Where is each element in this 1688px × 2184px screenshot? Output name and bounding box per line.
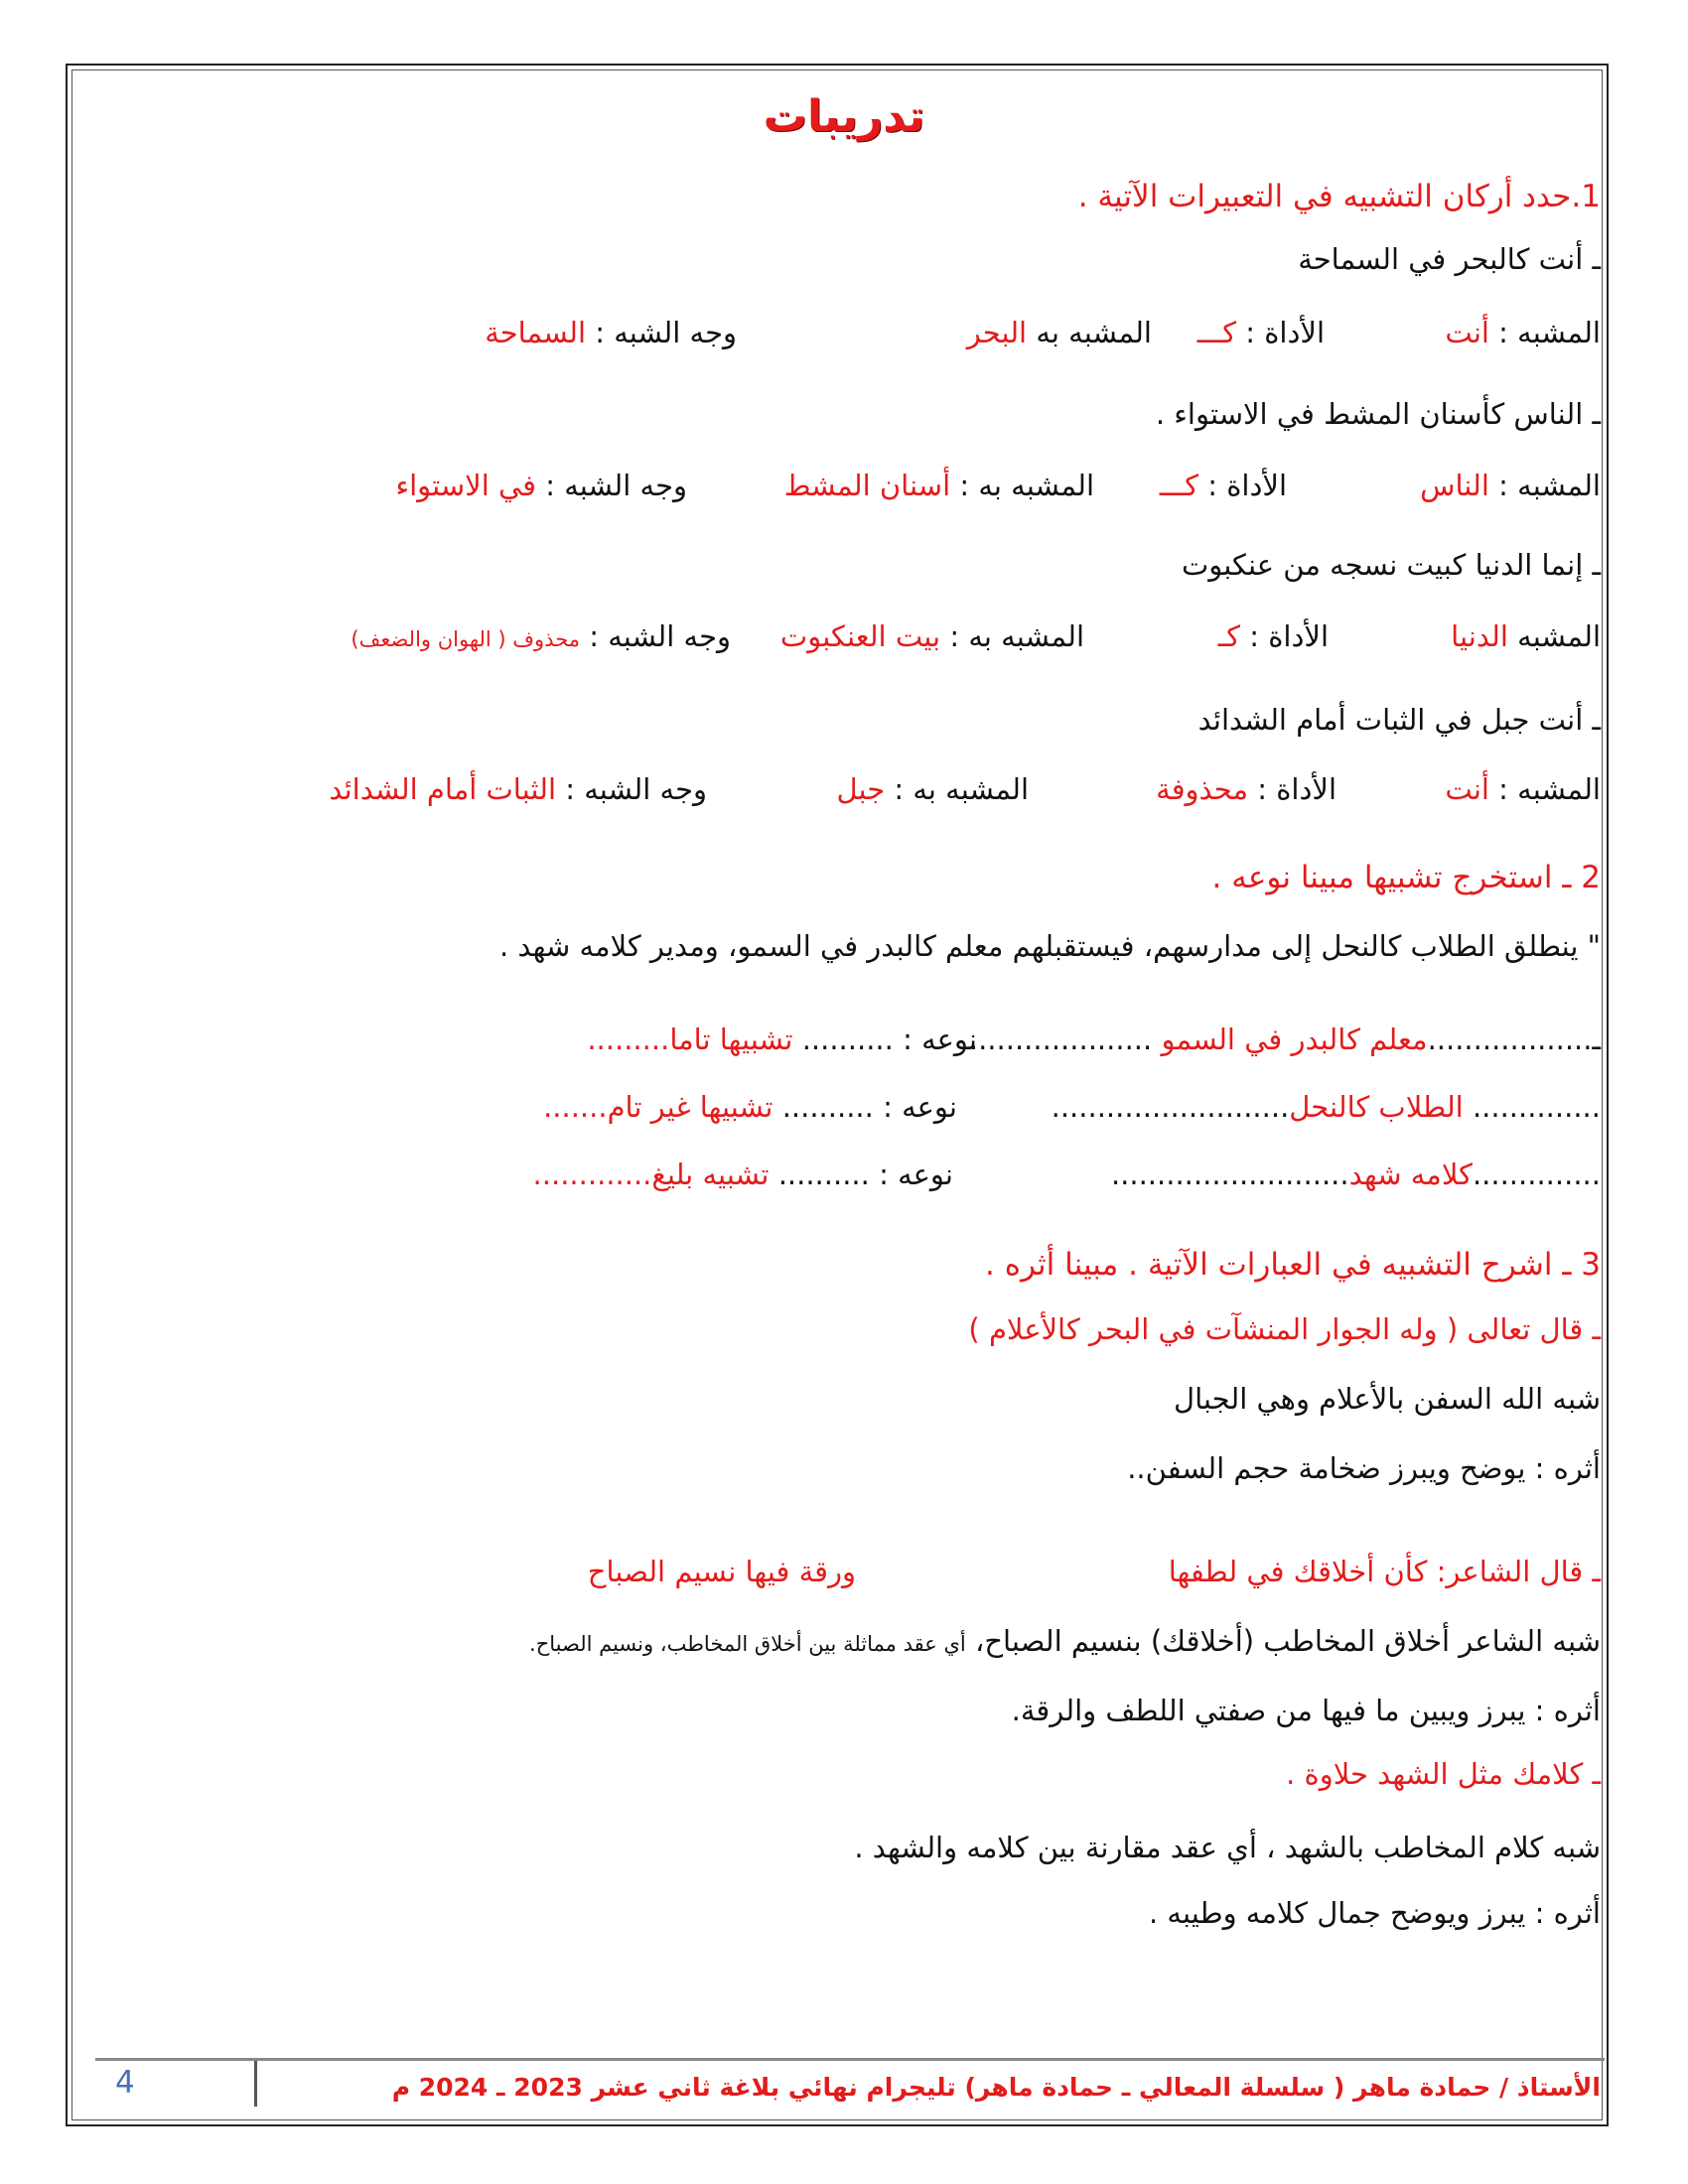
q3-speech-effect: أثره : يبرز ويوضح جمال كلامه وطيبه . <box>1149 1896 1601 1930</box>
q3-verse-effect: أثره : يوضح ويبرز ضخامة حجم السفن.. <box>1127 1451 1601 1485</box>
footer-rule <box>95 2058 1605 2061</box>
q1-sentence-3: ـ إنما الدنيا كبيت نسجه من عنكبوت <box>1181 548 1601 582</box>
mushabbah-value: الدنيا <box>1451 619 1508 653</box>
mushabbah-bih-cell: المشبه به : بيت العنكبوت <box>779 619 1084 653</box>
mushabbah-value: الناس <box>1420 469 1489 502</box>
q3-speech: ـ كلامك مثل الشهد حلاوة . <box>1286 1757 1601 1791</box>
q3-verse-explanation: شبه الله السفن بالأعلام وهي الجبال <box>1174 1382 1601 1416</box>
mushabbah-bih-value: جبل <box>836 772 886 806</box>
page-number: 4 <box>115 2065 135 2101</box>
answer-type: نوعه : .......... تشبيها غير تام....... <box>543 1090 957 1124</box>
q2-answer-row-2 <box>139 1090 1601 1134</box>
wajh-cell: وجه الشبه : محذوف ( الهوان والضعف) <box>351 619 731 653</box>
type-text: تشبيها تاما <box>669 1023 793 1056</box>
example-text: كلامه شهد <box>1348 1158 1473 1191</box>
mushabbah-cell: المشبه : الناس <box>1420 469 1601 502</box>
adah-value: كـــ <box>1159 469 1199 502</box>
q1-analysis-row-3 <box>139 619 1601 663</box>
mushabbah-value: أنت <box>1445 316 1489 349</box>
adah-value: كـ <box>1217 619 1241 653</box>
mushabbah-bih-cell: المشبه به البحر <box>966 316 1152 349</box>
q2-passage: " ينطلق الطلاب كالنحل إلى مدارسهم، فيستقبلهم معلم كالبدر في السمو، ومدير كلامه شهد . <box>498 929 1601 963</box>
q2-heading: 2 ـ استخرج تشبيها مبينا نوعه . <box>1211 860 1601 895</box>
q3-verse: ـ قال تعالى ( وله الجوار المنشآت في البحر كالأعلام ) <box>968 1312 1601 1346</box>
wajh-cell: وجه الشبه : السماحة <box>485 316 737 349</box>
q3-poem-second-half: ورقة فيها نسيم الصباح <box>587 1555 856 1588</box>
q1-analysis-row-4 <box>139 772 1601 816</box>
q1-heading: 1.حدد أركان التشبيه في التعبيرات الآتية . <box>1077 179 1601 214</box>
example-text: معلم كالبدر في السمو <box>1161 1023 1428 1056</box>
mushabbah-cell: المشبه : أنت <box>1445 316 1601 349</box>
q1-sentence-4: ـ أنت جبل في الثبات أمام الشدائد <box>1197 703 1601 737</box>
q3-poem-effect: أثره : يبرز ويبين ما فيها من صفتي اللطف والرقة. <box>1011 1694 1601 1727</box>
adah-cell: الأداة : كـ <box>1217 619 1329 653</box>
wajh-cell: وجه الشبه : الثبات أمام الشدائد <box>329 772 707 806</box>
example-text: الطلاب كالنحل <box>1289 1090 1464 1124</box>
wajh-value: في الاستواء <box>395 469 537 502</box>
mushabbah-bih-cell: المشبه به : جبل <box>836 772 1029 806</box>
mushabbah-bih-value: بيت العنكبوت <box>779 619 941 653</box>
page-title: تدريبات <box>763 91 925 142</box>
q1-sentence-2: ـ الناس كأسنان المشط في الاستواء . <box>1155 397 1601 431</box>
q1-sentence-1: ـ أنت كالبحر في السماحة <box>1298 242 1601 276</box>
q2-answer-row-1 <box>139 1023 1601 1066</box>
q1-analysis-row-1 <box>139 316 1601 359</box>
mushabbah-cell: المشبه الدنيا <box>1451 619 1601 653</box>
answer-type: نوعه : .......... تشبيها تاما......... <box>587 1023 977 1056</box>
answer-example: .............. الطلاب كالنحل.......................... <box>1051 1090 1601 1124</box>
adah-cell: الأداة : كـــ <box>1159 469 1287 502</box>
wajh-value: السماحة <box>485 316 587 349</box>
adah-value: كـــ <box>1196 316 1237 349</box>
adah-value: محذوفة <box>1156 772 1249 806</box>
q2-answer-row-3 <box>139 1158 1601 1201</box>
adah-cell: الأداة : كـــ <box>1196 316 1325 349</box>
footer-separator <box>254 2061 257 2107</box>
q1-analysis-row-2 <box>139 469 1601 512</box>
mushabbah-bih-value: أسنان المشط <box>783 469 951 502</box>
adah-cell: الأداة : محذوفة <box>1156 772 1336 806</box>
wajh-value: محذوف ( الهوان والضعف) <box>351 627 581 651</box>
answer-example: ..............كلامه شهد.......................... <box>1110 1158 1601 1191</box>
q3-speech-explanation: شبه كلام المخاطب بالشهد ، أي عقد مقارنة بين كلامه والشهد . <box>854 1831 1601 1864</box>
footer-credit: الأستاذ / حمادة ماهر ( سلسلة المعالي ـ حمادة ماهر) تليجرام نهائي بلاغة ثاني عشر 2023 ـ 2024 م <box>391 2073 1601 2102</box>
mushabbah-cell: المشبه : أنت <box>1445 772 1601 806</box>
answer-type: نوعه : .......... تشبيه بليغ............. <box>532 1158 953 1191</box>
type-text: تشبيه بليغ <box>651 1158 770 1191</box>
mushabbah-bih-cell: المشبه به : أسنان المشط <box>783 469 1094 502</box>
q3-heading: 3 ـ اشرح التشبيه في العبارات الآتية . مبينا أثره . <box>985 1247 1601 1283</box>
q3-poem-explanation: شبه الشاعر أخلاق المخاطب (أخلاقك) بنسيم الصباح، أي عقد مماثلة بين أخلاق المخاطب، ونسيم الصباح. <box>529 1624 1601 1658</box>
answer-example: ـ..................معلم كالبدر في السمو .................... <box>968 1023 1601 1056</box>
mushabbah-value: أنت <box>1445 772 1489 806</box>
mushabbah-bih-value: البحر <box>966 316 1028 349</box>
type-text: تشبيها غير تام <box>607 1090 774 1124</box>
wajh-cell: وجه الشبه : في الاستواء <box>395 469 687 502</box>
q3-poem-first-half: ـ قال الشاعر: كأن أخلاقك في لطفها <box>1168 1555 1601 1588</box>
wajh-value: الثبات أمام الشدائد <box>329 772 557 806</box>
